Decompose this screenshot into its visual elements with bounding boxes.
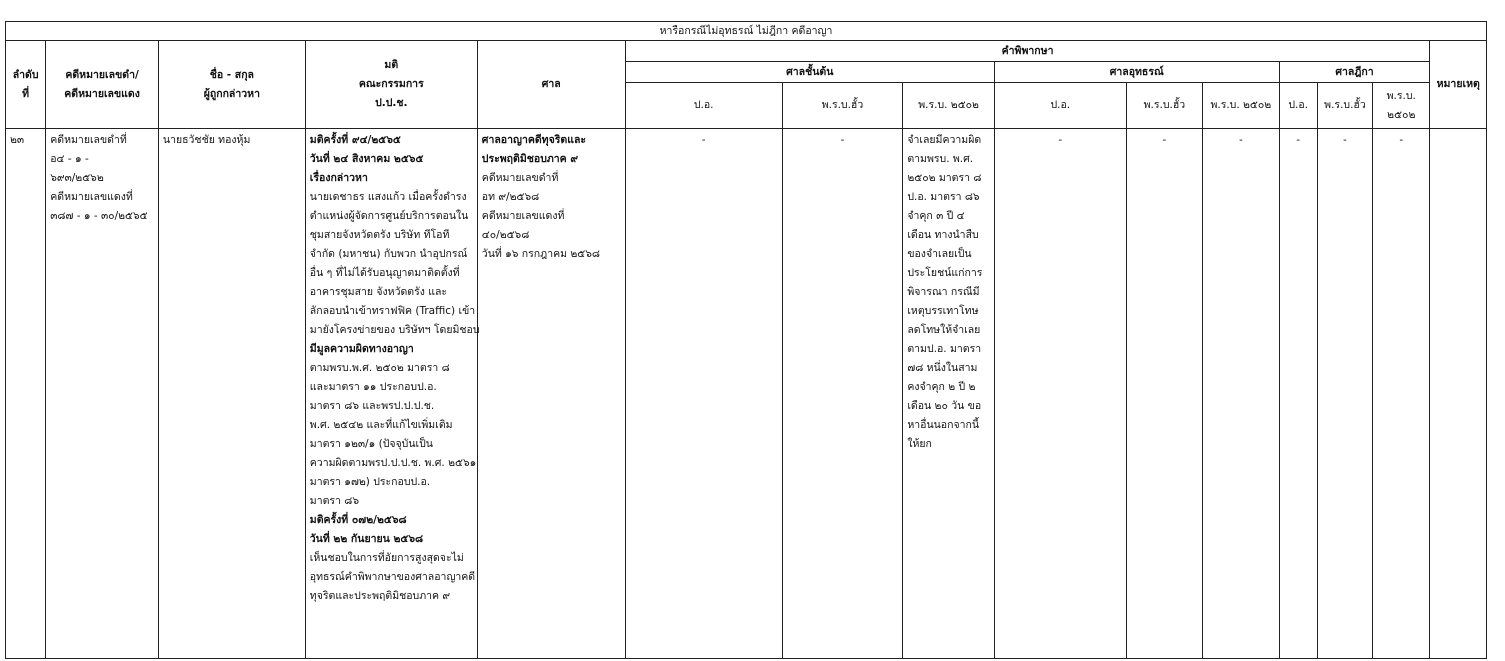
first-court-act-verdict-line: ของจำเลยเป็น	[907, 248, 972, 260]
first-court-act-verdict-line: ตามพรบ. พ.ศ.	[907, 153, 974, 165]
row-supreme-po: -	[1279, 129, 1317, 659]
court-line: วันที่ ๑๖ กรกฎาคม ๒๕๖๘	[481, 248, 601, 260]
resolution-line: มาตรา ๘๖	[309, 495, 360, 507]
row-case-cell	[46, 129, 159, 659]
case-number-line: ๖๙๓/๒๕๖๒	[50, 172, 104, 184]
row-no-cell	[6, 129, 46, 659]
resolution-line: มาตรา ๘๖ และพรป.ป.ป.ช.	[309, 400, 435, 412]
row-supreme-por: -	[1317, 129, 1372, 659]
header-case-line-2: คดีหมายเลขแดง	[64, 87, 140, 100]
case-number-line: คดีหมายเลขแดงที่	[50, 191, 133, 203]
court-line: อท ๙/๒๕๖๘	[481, 191, 540, 203]
header-name	[158, 41, 305, 129]
row-first-act-cell	[903, 129, 995, 659]
court-line: ประพฤติมิชอบภาค ๙	[481, 153, 579, 165]
resolution-line: มาตรา ๑๗๒) ประกอบป.อ.	[309, 476, 431, 488]
table-title: หารือกรณีไม่อุทธรณ์ ไม่ฎีกา คดีอาญา	[6, 22, 1487, 41]
header-appeal-act: พ.ร.บ. ๒๕๐๒	[1203, 83, 1279, 129]
first-court-act-verdict-line: ตามป.อ. มาตรา	[907, 343, 982, 355]
header-row-1	[6, 41, 1487, 62]
header-appeal-por: พ.ร.บ.ฮั้ว	[1126, 83, 1202, 129]
case-number-line: คดีหมายเลขดำที่	[50, 134, 127, 146]
header-supreme-act-line-1: พ.ร.บ.	[1386, 89, 1416, 102]
resolution-line: ความผิดตามพรป.ป.ป.ช. พ.ศ. ๒๕๖๑	[309, 457, 477, 469]
judgment-table	[5, 21, 1487, 659]
header-supreme-po: ป.อ.	[1279, 83, 1317, 129]
row-resolution	[306, 129, 480, 606]
resolution-line: พ.ศ. ๒๕๔๒ และที่แก้ไขเพิ่มเติม	[309, 419, 453, 431]
resolution-line: เรื่องกล่าวหา	[309, 172, 368, 184]
resolution-line: เห็นชอบในการที่อัยการสูงสุดจะไม่	[309, 552, 464, 564]
court-line: คดีหมายเลขดำที่	[481, 172, 559, 184]
resolution-line: ลักลอบนำเข้าทราฟฟิค (Traffic) เข้า	[309, 305, 476, 317]
resolution-line: ตำแหน่งผู้จัดการศูนย์บริการตอนใน	[309, 210, 469, 222]
row-appeal-act: -	[1203, 129, 1279, 659]
header-supreme-por: พ.ร.บ.ฮั้ว	[1317, 83, 1372, 129]
header-appeal-po: ป.อ.	[994, 83, 1126, 129]
header-case-line-1: คดีหมายเลขดำ/	[65, 68, 139, 81]
header-first-court: ศาลชั้นต้น	[625, 62, 994, 83]
resolution-line: ชุมสายจังหวัดตรัง บริษัท ทีโอที	[309, 229, 450, 241]
row-no: ๒๓	[10, 134, 25, 146]
header-no-line-1: ลำดับ	[12, 68, 39, 81]
header-supreme-court: ศาลฎีกา	[1279, 62, 1430, 83]
row-appeal-por: -	[1126, 129, 1202, 659]
header-name-line-1: ชื่อ - สกุล	[209, 68, 254, 81]
header-appeal-court: ศาลอุทธรณ์	[994, 62, 1279, 83]
resolution-line: อื่น ๆ ที่ไม่ได้รับอนุญาตมาติดตั้งที่	[309, 267, 460, 279]
court-line: คดีหมายเลขแดงที่	[481, 210, 565, 222]
resolution-line: มติครั้งที่ ๐๗๒/๒๕๖๘	[309, 514, 407, 526]
header-supreme-act	[1373, 83, 1430, 129]
first-court-act-verdict-line: หาอื่นนอกจากนี้	[907, 419, 980, 431]
row-name: นายธวัชชัย ทองหุ้ม	[162, 134, 251, 146]
first-court-act-verdict-line: ประโยชน์แก่การ	[907, 267, 983, 279]
first-court-act-verdict-line: ลดโทษให้จำเลย	[907, 324, 981, 336]
row-first-act	[903, 129, 994, 454]
judgment-table-sheet	[5, 21, 1487, 661]
header-judgment: คำพิพากษา	[625, 41, 1430, 62]
row-court	[478, 129, 625, 264]
header-no	[6, 41, 46, 129]
header-supreme-act-line-2: ๒๕๐๒	[1387, 108, 1416, 121]
case-number-line: อ๔ - ๑ -	[50, 153, 89, 165]
court-line: ศาลอาญาคดีทุจริตและ	[481, 134, 587, 146]
row-name-cell	[158, 129, 305, 659]
first-court-act-verdict-line: ให้ยก	[907, 438, 932, 450]
header-no-line-2: ที่	[22, 87, 30, 100]
resolution-line: มาตรา ๑๒๓/๑ (ปัจจุบันเป็น	[309, 438, 433, 450]
first-court-act-verdict-line: พิจารณา กรณีมี	[907, 286, 980, 298]
resolution-line: อุทธรณ์คำพิพากษาของศาลอาญาคดี	[309, 571, 476, 583]
title-row	[6, 22, 1487, 41]
row-appeal-po: -	[994, 129, 1126, 659]
resolution-line: วันที่ ๒๔ สิงหาคม ๒๕๖๕	[309, 153, 424, 165]
resolution-line: อาคารชุมสาย จังหวัดตรัง และ	[309, 286, 448, 298]
header-case	[46, 41, 159, 129]
first-court-act-verdict-line: เดือน ทางนำสืบ	[907, 229, 979, 241]
resolution-line: จำกัด (มหาชน) กับพวก นำอุปกรณ์	[309, 248, 468, 260]
header-resolution-line-3: ป.ป.ช.	[375, 97, 408, 109]
header-resolution-line-2: คณะกรรมการ	[358, 78, 424, 90]
header-court: ศาล	[477, 41, 625, 129]
header-resolution-line-1: มติ	[384, 59, 399, 71]
row-remark	[1430, 129, 1487, 659]
row-court-cell	[477, 129, 625, 659]
resolution-line: ทุจริตและประพฤติมิชอบภาค ๙	[309, 590, 451, 602]
first-court-act-verdict-line: จำคุก ๓ ปี ๔	[907, 210, 965, 222]
first-court-act-verdict-line: เดือน ๒๐ วัน ขอ	[907, 400, 982, 412]
table-row	[6, 129, 1487, 659]
resolution-line: และมาตรา ๑๑ ประกอบป.อ.	[309, 381, 437, 393]
header-name-line-2: ผู้ถูกกล่าวหา	[203, 87, 260, 100]
resolution-line: ตามพรบ.พ.ศ. ๒๕๐๒ มาตรา ๘	[309, 362, 450, 374]
row-first-por: -	[782, 129, 903, 659]
first-court-act-verdict-line: ป.อ. มาตรา ๘๖	[907, 191, 980, 203]
row-first-po: -	[625, 129, 782, 659]
header-resolution	[305, 41, 477, 129]
resolution-line: นายเดชาธร แสงแก้ว เมื่อครั้งดำรง	[309, 191, 467, 203]
header-first-por: พ.ร.บ.ฮั้ว	[782, 83, 903, 129]
first-court-act-verdict-line: เหตุบรรเทาโทษ	[907, 305, 979, 317]
row-supreme-act: -	[1373, 129, 1430, 659]
first-court-act-verdict-line: คงจำคุก ๒ ปี ๒	[907, 381, 976, 393]
court-line: ๔๐/๒๕๖๘	[481, 229, 530, 241]
first-court-act-verdict-line: ๗๘ หนึ่งในสาม	[907, 362, 978, 374]
resolution-line: วันที่ ๒๒ กันยายน ๒๕๖๘	[309, 533, 424, 545]
row-resolution-cell	[305, 129, 480, 659]
header-remark: หมายเหตุ	[1430, 41, 1487, 129]
row-case	[46, 129, 158, 226]
first-court-act-verdict-line: ๒๕๐๒ มาตรา ๘	[907, 172, 982, 184]
first-court-act-verdict-line: จำเลยมีความผิด	[907, 134, 982, 146]
header-first-po: ป.อ.	[625, 83, 782, 129]
resolution-line: มายังโครงข่ายของ บริษัทฯ โดยมิชอบ	[309, 324, 480, 336]
resolution-line: มีมูลความผิดทางอาญา	[309, 343, 414, 355]
case-number-line: ๓๘๗ - ๑ - ๓๐/๒๕๖๕	[50, 210, 148, 222]
header-first-act: พ.ร.บ. ๒๕๐๒	[903, 83, 995, 129]
resolution-line: มติครั้งที่ ๙๔/๒๕๖๕	[309, 134, 401, 146]
